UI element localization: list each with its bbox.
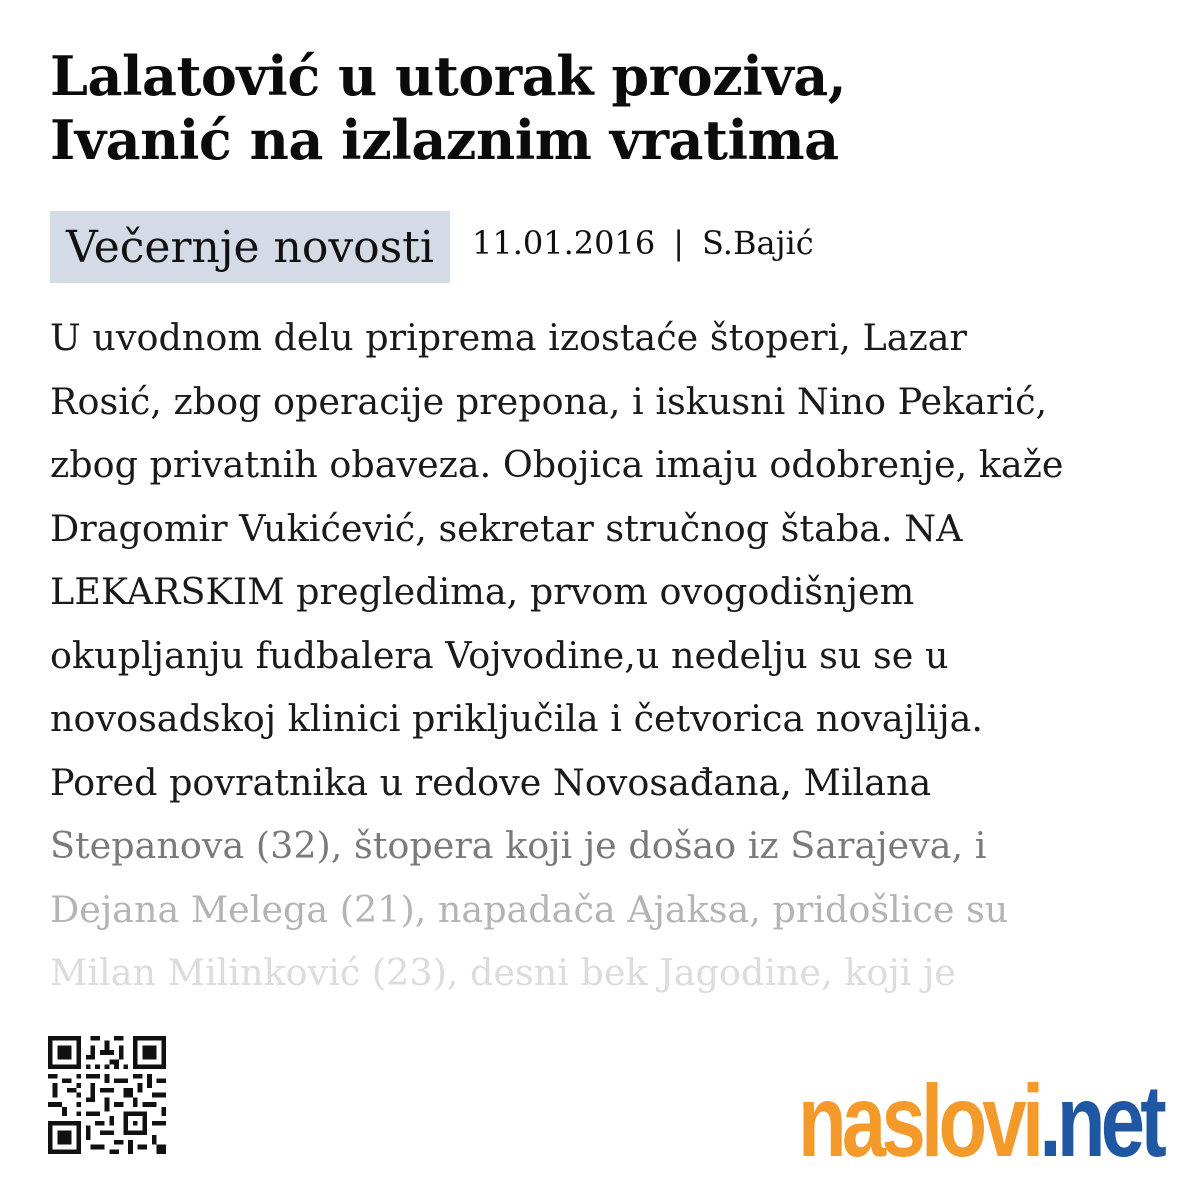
meta-separator: | (673, 224, 685, 262)
date-author (472, 211, 814, 275)
body-line: Stepanova (32), štopera koji je došao iz Sarajeva, i (50, 824, 987, 867)
article-body (50, 306, 1155, 1005)
article-meta (50, 211, 814, 283)
body-line: okupljanju fudbalera Vojvodine,u nedelju su se u (50, 633, 949, 677)
body-line: novosadskoj klinici priključila i četvorica novajlija. (50, 697, 984, 740)
qr-code-icon (48, 1036, 166, 1154)
body-line: LEKARSKIM pregledima, prvom ovogodišnjem (50, 570, 915, 613)
body-line: Rosić, zbog operacije prepona, i iskusni Nino Pekarić, (50, 379, 1048, 423)
body-line: Pored povratnika u redove Novosađana, Milana (50, 760, 932, 804)
logo-text-naslovi: naslovi (798, 1064, 1040, 1178)
body-line: Dejana Melega (21), napadača Ajaksa, pridošlice su (50, 887, 1009, 931)
body-line: U uvodnom delu priprema izostaće štoperi, Lazar (50, 316, 967, 359)
logo-text-net: .net (1039, 1064, 1163, 1178)
body-line: Milan Milinković (23), desni bek Jagodine, koji je (50, 951, 956, 994)
naslovi-net-logo (798, 1052, 1163, 1178)
article-title (50, 44, 1160, 172)
article-title-line-1: Lalatović u utorak proziva, (50, 44, 846, 108)
article-date: 11.01.2016 (472, 224, 656, 262)
body-line: zbog privatnih obaveza. Obojica imaju odobrenje, kaže (50, 443, 1064, 486)
body-line: Dragomir Vukićević, sekretar stručnog štaba. NA (50, 506, 963, 550)
source-badge: Večernje novosti (50, 211, 450, 283)
article-title-line-2: Ivanić na izlaznim vratima (50, 108, 839, 172)
article-author: S.Bajić (702, 224, 814, 262)
